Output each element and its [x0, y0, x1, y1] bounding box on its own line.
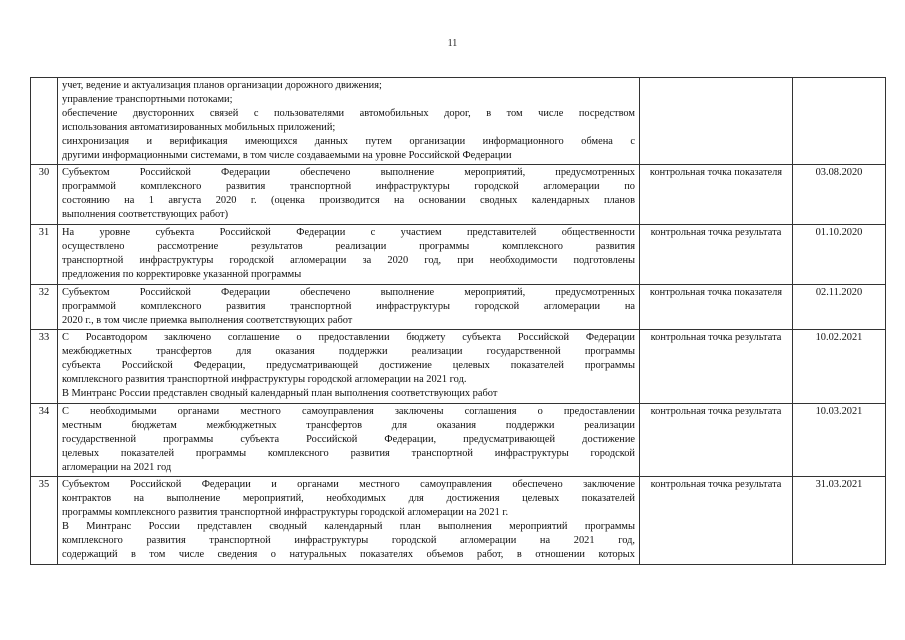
milestone-date: 03.08.2020	[793, 165, 886, 225]
description-line: межбюджетных трансфертов для оказания поддержки реализации государственной программы	[62, 346, 635, 358]
description-line: комплексного развития транспортной инфраструктуры городской агломерации на 2021 год,	[62, 535, 635, 547]
event-description	[58, 284, 640, 330]
page-number: 11	[447, 38, 458, 49]
row-number	[31, 78, 58, 165]
description-line: На уровне субъекта Российской Федерации с участием представителей общественности	[62, 227, 635, 239]
description-line: обеспечение двусторонних связей с пользователями автомобильных дорог, в том числе посредством	[62, 107, 635, 119]
description-line: Субъектом Российской Федерации обеспечено выполнение мероприятий, предусмотренных	[62, 286, 635, 298]
milestone-date: 01.10.2020	[793, 225, 886, 285]
description-line: С Росавтодором заключено соглашение о предоставлении бюджету субъекта Российской Федерации	[62, 332, 635, 344]
table-row	[31, 284, 886, 330]
description-line: субъекта Российской Федерации, предусматривающей достижение целевых показателей программы	[62, 360, 635, 372]
description-line: Субъектом Российской Федерации и органами местного самоуправления обеспечено заключение	[62, 479, 635, 491]
row-number: 35	[31, 477, 58, 564]
milestone-type: контрольная точка результата	[640, 225, 793, 285]
description-line: учет, ведение и актуализация планов организации дорожного движения;	[62, 80, 382, 91]
table-row	[31, 225, 886, 285]
milestone-date	[793, 78, 886, 165]
description-line: предложения по корректировке указанной программы	[62, 268, 302, 280]
milestone-date: 02.11.2020	[793, 284, 886, 330]
description-line: целевых показателей программы комплексного развития транспортной инфраструктуры городской	[62, 447, 635, 459]
description-line: транспортной инфраструктуры городской агломерации за 2020 год, при необходимости подготовлены	[62, 254, 635, 266]
milestone-type: контрольная точка результата	[640, 403, 793, 477]
milestone-type: контрольная точка результата	[640, 477, 793, 564]
description-line: местным бюджетам межбюджетных трансфертов для оказания поддержки реализации	[62, 419, 635, 431]
row-number: 31	[31, 225, 58, 285]
description-line: государственной программы субъекта Российской Федерации, предусматривающей достижение	[62, 433, 635, 445]
event-description	[58, 477, 640, 564]
milestone-type: контрольная точка показателя	[640, 284, 793, 330]
event-description	[58, 225, 640, 285]
table-row	[31, 165, 886, 225]
description-line: выполнения соответствующих работ)	[62, 209, 229, 221]
description-line: синхронизация и верификация имеющихся данных путем организации информационного обмена с	[62, 135, 635, 147]
description-line: В Минтранс России представлен сводный календарный план выполнения мероприятий программы	[62, 521, 635, 533]
milestone-type	[640, 78, 793, 165]
description-line: В Минтранс России представлен сводный календарный план выполнения соответствующих работ	[62, 388, 498, 400]
milestone-type: контрольная точка результата	[640, 330, 793, 404]
description-line: программы комплексного развития транспортной инфраструктуры городской агломерации на 2021 г.	[62, 507, 509, 519]
table-row	[31, 477, 886, 564]
table-row	[31, 78, 886, 165]
milestones-table-body	[31, 78, 886, 565]
table-row	[31, 330, 886, 404]
table-row	[31, 403, 886, 477]
description-line: агломерации на 2021 год	[62, 461, 172, 473]
milestone-type: контрольная точка показателя	[640, 165, 793, 225]
row-number: 33	[31, 330, 58, 404]
row-number: 30	[31, 165, 58, 225]
event-description	[58, 78, 640, 165]
description-line: 2020 г., в том числе приемка выполнения соответствующих работ	[62, 314, 353, 326]
description-line: осуществлено рассмотрение результатов реализации программы комплексного развития	[62, 240, 635, 252]
milestones-table	[30, 77, 886, 565]
description-line: комплексного развития транспортной инфраструктуры городской агломерации на 2021 год.	[62, 374, 467, 386]
event-description	[58, 330, 640, 404]
description-line: управление транспортными потоками;	[62, 93, 233, 105]
row-number: 32	[31, 284, 58, 330]
milestone-date: 10.02.2021	[793, 330, 886, 404]
description-line: контрактов на выполнение мероприятий, необходимых для достижения целевых показателей	[62, 493, 635, 505]
milestone-date: 10.03.2021	[793, 403, 886, 477]
description-line: использования автоматизированных мобильных приложений;	[62, 121, 336, 133]
event-description	[58, 165, 640, 225]
description-line: Субъектом Российской Федерации обеспечено выполнение мероприятий, предусмотренных	[62, 167, 635, 179]
description-line: другими информационными системами, в том числе создаваемыми на уровне Российской Федерации	[62, 149, 512, 161]
event-description	[58, 403, 640, 477]
description-line: С необходимыми органами местного самоуправления заключены соглашения о предоставлении	[62, 405, 635, 417]
description-line: состоянию на 1 августа 2020 г. (оценка производится на основании сводных календарных планов	[62, 195, 635, 207]
description-line: программой комплексного развития транспортной инфраструктуры городской агломерации по	[62, 181, 635, 193]
milestone-date: 31.03.2021	[793, 477, 886, 564]
description-line: программой комплексного развития транспортной инфраструктуры городской агломерации на	[62, 300, 635, 312]
row-number: 34	[31, 403, 58, 477]
description-line: содержащий в том числе сведения о натуральных показателях объемов работ, в отношении которых	[62, 549, 635, 560]
